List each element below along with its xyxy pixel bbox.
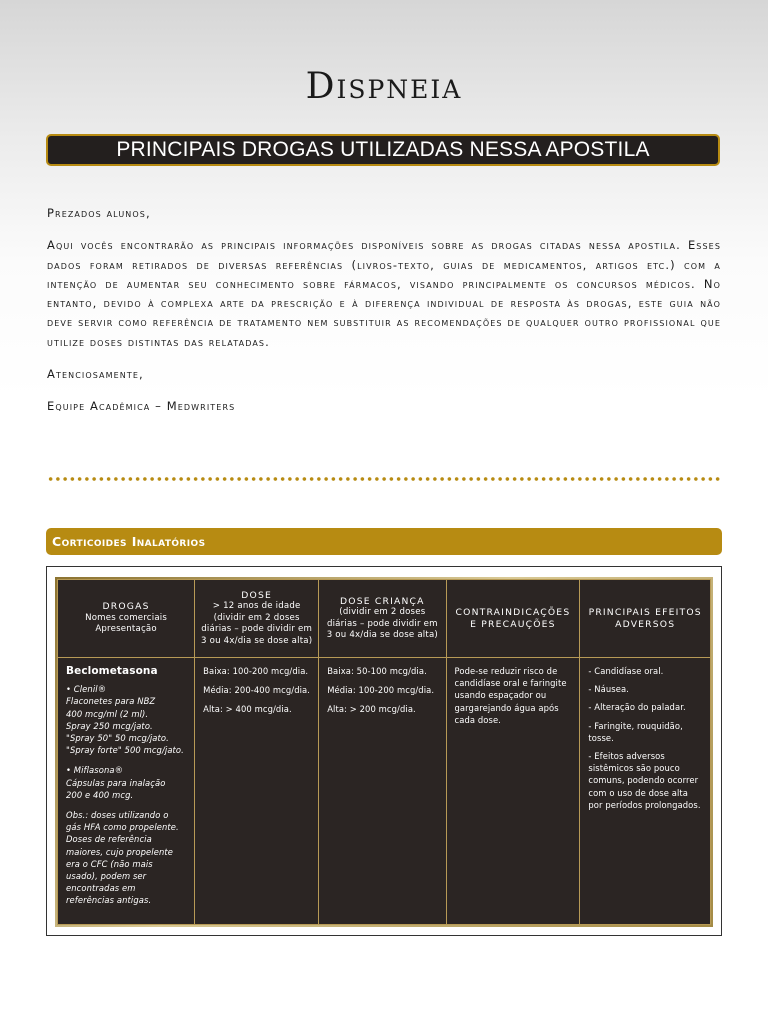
banner-title: PRINCIPAIS DROGAS UTILIZADAS NESSA APOSTILA bbox=[46, 134, 720, 166]
efeito-5: - Efeitos adversos sistêmicos são pouco comuns, podendo ocorrer com o uso de dose alta por períodos prolongados. bbox=[588, 751, 701, 810]
intro-letter bbox=[47, 204, 721, 430]
header-efeitos bbox=[580, 580, 711, 658]
dose-crianca-baixa: Baixa: 50-100 mcg/dia. bbox=[327, 666, 427, 676]
brand1-line1: Flaconetes para NBZ bbox=[66, 696, 156, 707]
header-dose-sub1: > 12 anos de idade bbox=[212, 601, 301, 612]
brand1-line3: Spray 250 mcg/jato. bbox=[66, 720, 153, 731]
drug-name: Beclometasona bbox=[66, 665, 158, 677]
brand2-line2: 200 e 400 mcg. bbox=[66, 789, 134, 800]
dose-baixa: Baixa: 100-200 mcg/dia. bbox=[203, 666, 309, 676]
header-drogas-sub2: Apresentação bbox=[95, 624, 157, 635]
header-dose-title: DOSE bbox=[241, 589, 273, 601]
section-title: Corticoides Inalatórios bbox=[46, 528, 722, 555]
header-dose-crianca-sub: (dividir em 2 doses diárias – pode dividir em 3 ou 4x/dia se dose alta) bbox=[326, 607, 438, 640]
letter-closing: Atenciosamente, bbox=[47, 367, 144, 382]
dotted-divider bbox=[47, 476, 721, 482]
drug-table bbox=[57, 579, 711, 925]
table-row bbox=[58, 658, 711, 925]
efeito-3: - Alteração do paladar. bbox=[588, 702, 686, 713]
brand1-line4: "Spray 50" 50 mcg/jato. bbox=[66, 733, 169, 744]
header-dose-sub2: (dividir em 2 doses diárias – pode dividir em 3 ou 4x/dia se dose alta) bbox=[201, 612, 313, 646]
header-dose-crianca bbox=[319, 580, 446, 658]
header-efeitos-title2: ADVERSOS bbox=[615, 618, 676, 630]
header-drogas-sub1: Nomes comerciais bbox=[85, 612, 168, 623]
header-drogas bbox=[58, 580, 195, 658]
header-dose-crianca-title: DOSE CRIANÇA bbox=[340, 595, 425, 607]
dose-alta: Alta: > 400 mcg/dia. bbox=[203, 704, 292, 715]
letter-greeting: Prezados alunos, bbox=[47, 206, 151, 220]
header-drogas-title: DROGAS bbox=[102, 601, 150, 613]
brand1-name: • Clenil® bbox=[66, 684, 107, 695]
letter-body: Aqui vocês encontrarão as principais informações disponíveis sobre as drogas citadas nessa apostila. Esses dados foram retirados de diversas referências (livros-texto, guias de medicamentos, artigos etc.) com a intenção de aumentar seu conhecimento sobre fármacos, visando principalmente os concursos médicos. No entanto, devido à complexa arte da prescrição e à diferença individual de resposta às drogas, este guia não deve servir como referência de tratamento nem substituir as recomendações de qualquer outro profissional que utilize doses distintas das relatadas. bbox=[47, 238, 721, 349]
drug-table-frame bbox=[46, 566, 722, 936]
cell-efeitos bbox=[580, 658, 711, 925]
brand2-line1: Cápsulas para inalação bbox=[66, 777, 166, 788]
letter-signature: Equipe Acadêmica – Medwriters bbox=[47, 399, 236, 414]
drug-table-border bbox=[55, 577, 713, 927]
header-contraindicacoes bbox=[446, 580, 580, 658]
efeito-2: - Náusea. bbox=[588, 684, 629, 695]
dose-crianca-alta: Alta: > 200 mcg/dia. bbox=[327, 704, 416, 715]
header-contra-title2: E PRECAUÇÕES bbox=[470, 618, 556, 630]
efeito-1: - Candidíase oral. bbox=[588, 666, 664, 676]
cell-contraindicacoes bbox=[446, 658, 580, 925]
brand1-line2: 400 mcg/ml (2 ml). bbox=[66, 708, 149, 719]
header-efeitos-title1: PRINCIPAIS EFEITOS bbox=[588, 607, 702, 618]
page-title: Dispneia bbox=[305, 66, 463, 107]
brand1-line5: "Spray forte" 500 mcg/jato. bbox=[66, 745, 184, 756]
dose-crianca-media: Média: 100-200 mcg/dia. bbox=[327, 685, 435, 696]
efeito-4: - Faringite, rouquidão, tosse. bbox=[588, 720, 683, 743]
contraindicacoes-text: Pode-se reduzir risco de candidíase oral e faringite usando espaçador ou gargarejando água após cada dose. bbox=[454, 666, 567, 725]
drug-obs: Obs.: doses utilizando o gás HFA como propelente. Doses de referência maiores, cujo propelente era o CFC (não mais usado), podem ser encontradas em referências antigas. bbox=[66, 810, 179, 906]
cell-dose-crianca bbox=[319, 658, 446, 925]
cell-drogas bbox=[58, 658, 195, 925]
header-dose bbox=[195, 580, 319, 658]
brand2-name: • Miflasona® bbox=[66, 765, 124, 776]
cell-dose bbox=[195, 658, 319, 925]
dose-media: Média: 200-400 mcg/dia. bbox=[203, 685, 311, 696]
header-contra-title1: CONTRAINDICAÇÕES bbox=[455, 607, 571, 618]
table-header-row bbox=[58, 580, 711, 658]
